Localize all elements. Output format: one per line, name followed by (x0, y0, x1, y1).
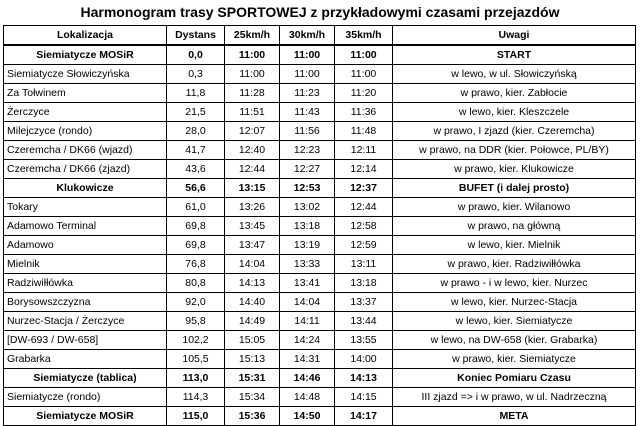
cell-location: Siemiatycze MOSiR (4, 407, 167, 426)
cell-notes: w lewo, na DW-658 (kier. Grabarka) (393, 331, 636, 350)
cell-time-30kmh: 11:00 (280, 45, 335, 65)
cell-time-35kmh: 13:44 (335, 312, 393, 331)
table-row (4, 160, 636, 179)
cell-time-30kmh: 11:23 (280, 84, 335, 103)
sheet-title: Harmonogram trasy SPORTOWEJ z przykładowymi czasami przejazdów (80, 4, 560, 20)
table-body (4, 45, 636, 426)
cell-location: Siemiatycze (rondo) (4, 388, 167, 407)
cell-distance: 41,7 (167, 141, 225, 160)
cell-notes: w prawo, I zjazd (kier. Czeremcha) (393, 122, 636, 141)
cell-time-35kmh: 11:36 (335, 103, 393, 122)
header-location: Lokalizacja (4, 26, 167, 46)
cell-time-30kmh: 13:33 (280, 255, 335, 274)
cell-location: Siemiatycze MOSiR (4, 45, 167, 65)
cell-time-25kmh: 12:07 (225, 122, 280, 141)
cell-distance: 92,0 (167, 293, 225, 312)
cell-time-35kmh: 11:00 (335, 65, 393, 84)
cell-time-35kmh: 11:48 (335, 122, 393, 141)
cell-location: Milejczyce (rondo) (4, 122, 167, 141)
cell-notes: w prawo, na DDR (kier. Połowce, PL/BY) (393, 141, 636, 160)
cell-time-25kmh: 12:40 (225, 141, 280, 160)
cell-time-35kmh: 13:18 (335, 274, 393, 293)
cell-distance: 56,6 (167, 179, 225, 198)
cell-location: Tokary (4, 198, 167, 217)
cell-time-30kmh: 11:56 (280, 122, 335, 141)
cell-notes: w prawo, kier. Klukowicze (393, 160, 636, 179)
cell-location: Adamowo Terminal (4, 217, 167, 236)
cell-time-35kmh: 12:59 (335, 236, 393, 255)
cell-time-25kmh: 11:00 (225, 45, 280, 65)
cell-distance: 69,8 (167, 217, 225, 236)
cell-time-25kmh: 15:34 (225, 388, 280, 407)
cell-distance: 105,5 (167, 350, 225, 369)
cell-time-30kmh: 14:04 (280, 293, 335, 312)
cell-distance: 0,3 (167, 65, 225, 84)
cell-time-25kmh: 11:28 (225, 84, 280, 103)
cell-time-30kmh: 14:46 (280, 369, 335, 388)
cell-location: Czeremcha / DK66 (wjazd) (4, 141, 167, 160)
cell-time-25kmh: 12:44 (225, 160, 280, 179)
header-distance: Dystans (167, 26, 225, 46)
cell-notes: w prawo, kier. Wilanowo (393, 198, 636, 217)
cell-time-35kmh: 11:00 (335, 45, 393, 65)
cell-location: Radziwiłłówka (4, 274, 167, 293)
cell-time-25kmh: 15:36 (225, 407, 280, 426)
cell-time-30kmh: 13:19 (280, 236, 335, 255)
table-row (4, 388, 636, 407)
cell-location: Nurzec-Stacja / Żerczyce (4, 312, 167, 331)
cell-location: Klukowicze (4, 179, 167, 198)
cell-time-30kmh: 14:50 (280, 407, 335, 426)
table-row (4, 122, 636, 141)
table-row (4, 312, 636, 331)
cell-time-30kmh: 13:02 (280, 198, 335, 217)
cell-time-30kmh: 14:24 (280, 331, 335, 350)
cell-notes: w lewo, kier. Mielnik (393, 236, 636, 255)
cell-location: Siemiatycze (tablica) (4, 369, 167, 388)
header-25kmh: 25km/h (225, 26, 280, 46)
cell-notes: w prawo, na główną (393, 217, 636, 236)
cell-time-25kmh: 14:49 (225, 312, 280, 331)
cell-distance: 0,0 (167, 45, 225, 65)
table-row (4, 179, 636, 198)
table-row (4, 198, 636, 217)
cell-distance: 76,8 (167, 255, 225, 274)
table-row (4, 236, 636, 255)
cell-time-25kmh: 14:40 (225, 293, 280, 312)
cell-time-30kmh: 12:53 (280, 179, 335, 198)
table-row (4, 141, 636, 160)
table-row (4, 103, 636, 122)
cell-time-30kmh: 11:43 (280, 103, 335, 122)
cell-notes: w lewo, kier. Kleszczele (393, 103, 636, 122)
cell-notes: BUFET (i dalej prosto) (393, 179, 636, 198)
cell-time-35kmh: 12:14 (335, 160, 393, 179)
cell-notes: START (393, 45, 636, 65)
cell-time-30kmh: 14:48 (280, 388, 335, 407)
cell-distance: 28,0 (167, 122, 225, 141)
cell-time-25kmh: 13:15 (225, 179, 280, 198)
cell-time-25kmh: 15:05 (225, 331, 280, 350)
cell-location: Za Tołwinem (4, 84, 167, 103)
schedule-table (3, 25, 636, 426)
table-row (4, 331, 636, 350)
cell-location: Czeremcha / DK66 (zjazd) (4, 160, 167, 179)
cell-time-30kmh: 12:23 (280, 141, 335, 160)
table-row (4, 255, 636, 274)
cell-distance: 95,8 (167, 312, 225, 331)
header-35kmh: 35km/h (335, 26, 393, 46)
table-row (4, 274, 636, 293)
table-row (4, 293, 636, 312)
cell-time-30kmh: 14:11 (280, 312, 335, 331)
cell-notes: Koniec Pomiaru Czasu (393, 369, 636, 388)
cell-distance: 11,8 (167, 84, 225, 103)
cell-location: Siemiatycze Słowiczyńska (4, 65, 167, 84)
header-row (4, 26, 636, 46)
cell-time-35kmh: 14:17 (335, 407, 393, 426)
cell-time-25kmh: 11:00 (225, 65, 280, 84)
header-30kmh: 30km/h (280, 26, 335, 46)
cell-distance: 102,2 (167, 331, 225, 350)
cell-time-30kmh: 14:31 (280, 350, 335, 369)
cell-time-35kmh: 12:44 (335, 198, 393, 217)
cell-location: Borysowszczyzna (4, 293, 167, 312)
cell-distance: 69,8 (167, 236, 225, 255)
table-row (4, 65, 636, 84)
cell-distance: 61,0 (167, 198, 225, 217)
cell-time-35kmh: 13:37 (335, 293, 393, 312)
cell-time-35kmh: 11:20 (335, 84, 393, 103)
cell-distance: 115,0 (167, 407, 225, 426)
cell-distance: 21,5 (167, 103, 225, 122)
cell-time-35kmh: 12:37 (335, 179, 393, 198)
cell-location: Adamowo (4, 236, 167, 255)
cell-location: Grabarka (4, 350, 167, 369)
cell-time-35kmh: 14:15 (335, 388, 393, 407)
cell-distance: 80,8 (167, 274, 225, 293)
table-row (4, 45, 636, 65)
cell-location: [DW-693 / DW-658] (4, 331, 167, 350)
cell-time-25kmh: 15:13 (225, 350, 280, 369)
cell-time-25kmh: 13:47 (225, 236, 280, 255)
cell-location: Mielnik (4, 255, 167, 274)
cell-notes: III zjazd => i w prawo, w ul. Nadrzeczną (393, 388, 636, 407)
cell-notes: META (393, 407, 636, 426)
table-row (4, 350, 636, 369)
cell-distance: 114,3 (167, 388, 225, 407)
cell-time-35kmh: 14:13 (335, 369, 393, 388)
cell-time-25kmh: 13:26 (225, 198, 280, 217)
cell-notes: w lewo, w ul. Słowiczyńską (393, 65, 636, 84)
cell-time-25kmh: 11:51 (225, 103, 280, 122)
cell-location: Żerczyce (4, 103, 167, 122)
cell-notes: w lewo, kier. Nurzec-Stacja (393, 293, 636, 312)
cell-time-30kmh: 12:27 (280, 160, 335, 179)
cell-notes: w lewo, kier. Siemiatycze (393, 312, 636, 331)
cell-time-35kmh: 13:55 (335, 331, 393, 350)
cell-time-35kmh: 12:58 (335, 217, 393, 236)
cell-time-25kmh: 14:13 (225, 274, 280, 293)
table-row (4, 217, 636, 236)
cell-time-35kmh: 13:11 (335, 255, 393, 274)
cell-notes: w prawo, kier. Siemiatycze (393, 350, 636, 369)
cell-distance: 113,0 (167, 369, 225, 388)
cell-time-30kmh: 13:18 (280, 217, 335, 236)
cell-distance: 43,6 (167, 160, 225, 179)
cell-time-35kmh: 14:00 (335, 350, 393, 369)
cell-notes: w prawo - i w lewo, kier. Nurzec (393, 274, 636, 293)
cell-notes: w prawo, kier. Zabłocie (393, 84, 636, 103)
cell-time-25kmh: 14:04 (225, 255, 280, 274)
cell-time-25kmh: 13:45 (225, 217, 280, 236)
cell-notes: w prawo, kier. Radziwiłłówka (393, 255, 636, 274)
cell-time-35kmh: 12:11 (335, 141, 393, 160)
cell-time-30kmh: 11:00 (280, 65, 335, 84)
cell-time-25kmh: 15:31 (225, 369, 280, 388)
table-row (4, 369, 636, 388)
table-row (4, 407, 636, 426)
cell-time-30kmh: 13:41 (280, 274, 335, 293)
header-notes: Uwagi (393, 26, 636, 46)
table-row (4, 84, 636, 103)
